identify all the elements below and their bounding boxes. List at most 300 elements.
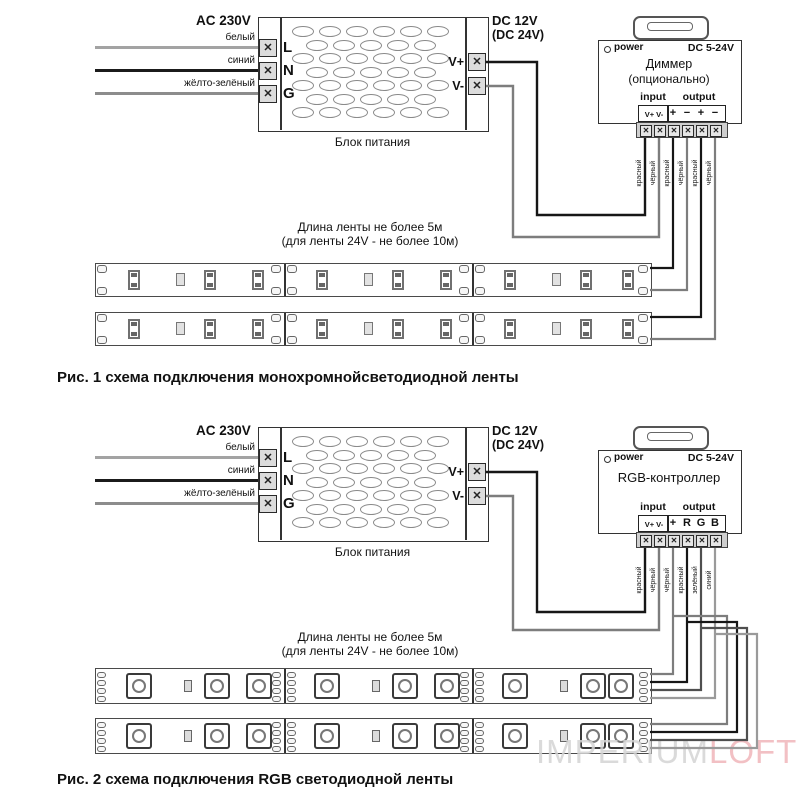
input-terminal-box [638, 105, 668, 122]
power-label: power [614, 42, 644, 53]
psu-left-column-line [280, 17, 282, 130]
wire-color-label: чёрный [650, 160, 657, 186]
cut-line [472, 669, 474, 703]
solder-pad [639, 672, 648, 678]
ac-wire-label-yellow-green: жёлто-зелёный [184, 488, 255, 499]
vent-hole [319, 53, 341, 64]
resistor [176, 273, 185, 286]
psu-left-column-line [280, 427, 282, 540]
strip-note-line1: Длина ленты не более 5м [297, 630, 443, 644]
rgb-led-chip [608, 673, 634, 699]
terminal-label-G: G [283, 85, 295, 102]
vent-hole [346, 517, 368, 528]
input-label: input [640, 91, 666, 103]
vent-hole [414, 40, 436, 51]
solder-pad [475, 730, 484, 736]
rgb-led-chip [126, 673, 152, 699]
dc-voltage-label: DC 12V [492, 423, 538, 438]
solder-pad [272, 746, 281, 752]
vent-hole [373, 436, 395, 447]
watermark-red: LOFT [709, 733, 798, 770]
watermark [536, 733, 797, 771]
solder-pad [287, 696, 296, 702]
controller-voltage-label: DC 5-24V [687, 452, 734, 464]
rgb-led-chip [204, 723, 230, 749]
cut-line [284, 719, 286, 753]
input-label: input [640, 501, 666, 513]
psu-right-column-line [465, 427, 467, 540]
solder-pad [460, 722, 469, 728]
screw-terminal [654, 535, 666, 547]
solder-pad [287, 265, 297, 273]
solder-pad [460, 672, 469, 678]
dimmer-mounting-slot [647, 22, 693, 31]
vent-hole [400, 107, 422, 118]
solder-pad [475, 336, 485, 344]
solder-pad [475, 314, 485, 322]
vent-hole [400, 53, 422, 64]
solder-pad [287, 738, 296, 744]
solder-pad [97, 287, 107, 295]
dc-voltage-label-alt: (DC 24V) [492, 28, 545, 42]
vent-hole [333, 477, 355, 488]
solder-pad [639, 680, 648, 686]
vent-hole [360, 67, 382, 78]
vent-hole [292, 463, 314, 474]
output-term-G: G [696, 517, 706, 529]
screw-terminal [710, 535, 722, 547]
vent-hole [387, 450, 409, 461]
screw-terminal-L [259, 449, 277, 467]
vent-hole [306, 504, 328, 515]
vent-hole [333, 450, 355, 461]
controller-mounting-slot [647, 432, 693, 441]
vent-hole [346, 80, 368, 91]
led-chip [252, 270, 264, 290]
solder-pad [639, 688, 648, 694]
solder-pad [97, 688, 106, 694]
solder-pad [271, 336, 281, 344]
solder-pad [459, 314, 469, 322]
vent-hole [346, 490, 368, 501]
wire-color-label: чёрный [664, 567, 671, 593]
output-label: output [682, 91, 716, 103]
rgb-led-chip [392, 673, 418, 699]
wire-color-label: чёрный [706, 160, 713, 186]
output-term-plus: + [669, 517, 677, 529]
strip-length-note [250, 220, 490, 248]
output-term-4: − [711, 107, 719, 119]
solder-pad [287, 730, 296, 736]
led-chip [316, 270, 328, 290]
vent-hole [333, 504, 355, 515]
cut-line [472, 313, 474, 345]
screw-terminal-N [259, 62, 277, 80]
vent-hole [427, 107, 449, 118]
solder-pad [475, 738, 484, 744]
resistor [364, 273, 373, 286]
vent-hole [414, 504, 436, 515]
screw-terminal [640, 125, 652, 137]
vent-hole [373, 80, 395, 91]
screw-terminal [696, 125, 708, 137]
screw-terminal [682, 535, 694, 547]
vent-hole [292, 436, 314, 447]
vent-hole [292, 517, 314, 528]
dc-voltage-label: DC 12V [492, 13, 538, 28]
vent-hole [387, 94, 409, 105]
solder-pad [271, 265, 281, 273]
vent-hole [414, 67, 436, 78]
vent-hole [319, 26, 341, 37]
cut-line [284, 669, 286, 703]
solder-pad [475, 680, 484, 686]
ac-wire-white [95, 456, 261, 459]
ac-wire-white [95, 46, 261, 49]
solder-pad [272, 696, 281, 702]
solder-pad [475, 688, 484, 694]
vent-hole [373, 26, 395, 37]
vent-hole [400, 80, 422, 91]
solder-pad [638, 336, 648, 344]
resistor [364, 322, 373, 335]
vent-hole [346, 107, 368, 118]
watermark-gray: IMPERIUM [536, 733, 709, 770]
ac-wire-label-white: белый [225, 32, 255, 43]
resistor [184, 680, 192, 692]
vent-hole [360, 94, 382, 105]
solder-pad [97, 730, 106, 736]
screw-terminal [710, 125, 722, 137]
vent-hole [360, 504, 382, 515]
vent-hole [306, 477, 328, 488]
mono-led-strip-2 [95, 312, 652, 346]
solder-pad [460, 680, 469, 686]
screw-terminal [696, 535, 708, 547]
solder-pad [475, 696, 484, 702]
solder-pad [97, 722, 106, 728]
vent-hole [346, 463, 368, 474]
ac-wire-blue [95, 479, 261, 482]
solder-pad [460, 730, 469, 736]
screw-terminal-vminus [468, 487, 486, 505]
vent-hole [400, 26, 422, 37]
resistor [372, 680, 380, 692]
rgb-led-chip [314, 673, 340, 699]
led-chip [504, 270, 516, 290]
ac-wire-yellow-green [95, 92, 261, 95]
screw-terminal [654, 125, 666, 137]
input-terminals-label: V+ V- [644, 520, 664, 529]
vent-hole [360, 477, 382, 488]
vent-hole [373, 517, 395, 528]
solder-pad [97, 672, 106, 678]
ac-wire-label-blue: синий [227, 55, 255, 66]
led-chip [316, 319, 328, 339]
solder-pad [287, 672, 296, 678]
ac-voltage-label: AC 230V [196, 423, 251, 438]
screw-terminal-N [259, 472, 277, 490]
solder-pad [638, 287, 648, 295]
solder-pad [460, 696, 469, 702]
vent-hole [427, 26, 449, 37]
screw-terminal [640, 535, 652, 547]
rgb-led-chip [126, 723, 152, 749]
solder-pad [272, 722, 281, 728]
vent-hole [400, 436, 422, 447]
vent-hole [346, 436, 368, 447]
ac-wire-label-yellow-green: жёлто-зелёный [184, 78, 255, 89]
input-terminal-box [638, 515, 668, 532]
rgb-led-chip [392, 723, 418, 749]
screw-terminal-vplus [468, 463, 486, 481]
cut-line [284, 264, 286, 296]
dimmer-name: Диммер [645, 57, 693, 71]
vent-hole [306, 450, 328, 461]
solder-pad [639, 722, 648, 728]
strip-length-note [250, 630, 490, 658]
resistor [184, 730, 192, 742]
wire-color-label: красный [636, 566, 643, 594]
resistor [552, 273, 561, 286]
terminal-label-vplus: V+ [448, 465, 464, 479]
dimmer-name-note: (опционально) [628, 72, 710, 86]
output-term-2: − [683, 107, 691, 119]
wire-G-strip2 [650, 628, 747, 740]
vent-hole [400, 463, 422, 474]
vent-hole [333, 94, 355, 105]
terminal-label-G: G [283, 495, 295, 512]
mono-led-strip-1 [95, 263, 652, 297]
solder-pad [460, 738, 469, 744]
solder-pad [638, 314, 648, 322]
wire-R-strip2 [650, 622, 737, 732]
wire-color-label: синий [706, 570, 713, 590]
vent-hole [360, 40, 382, 51]
solder-pad [475, 672, 484, 678]
vent-hole [346, 53, 368, 64]
power-led-icon [604, 456, 611, 463]
solder-pad [287, 688, 296, 694]
led-chip [204, 270, 216, 290]
rgb-led-chip [502, 673, 528, 699]
resistor [372, 730, 380, 742]
solder-pad [97, 680, 106, 686]
vent-hole [400, 517, 422, 528]
led-chip [580, 319, 592, 339]
output-term-1: + [669, 107, 677, 119]
vent-hole [414, 477, 436, 488]
solder-pad [272, 738, 281, 744]
resistor [176, 322, 185, 335]
power-label: power [614, 452, 644, 463]
vent-hole [319, 107, 341, 118]
dimmer-screw-strip [636, 122, 728, 138]
vent-hole [306, 40, 328, 51]
solder-pad [287, 746, 296, 752]
ac-wire-blue [95, 69, 261, 72]
psu-vent-grille [292, 436, 460, 530]
led-chip [440, 319, 452, 339]
screw-terminal [668, 535, 680, 547]
led-chip [580, 270, 592, 290]
figure1-caption: Рис. 1 схема подключения монохромнойсветодиодной ленты [57, 369, 519, 386]
screw-terminal-G [259, 495, 277, 513]
output-term-3: + [697, 107, 705, 119]
dc-voltage-label-alt: (DC 24V) [492, 438, 545, 452]
solder-pad [475, 722, 484, 728]
resistor [552, 322, 561, 335]
output-term-R: R [683, 517, 691, 529]
solder-pad [97, 746, 106, 752]
rgb-led-chip [502, 723, 528, 749]
vent-hole [427, 436, 449, 447]
vent-hole [346, 26, 368, 37]
terminal-label-L: L [283, 449, 293, 466]
vent-hole [306, 67, 328, 78]
rgb-led-chip [204, 673, 230, 699]
cut-line [472, 264, 474, 296]
vent-hole [387, 477, 409, 488]
ac-wire-yellow-green [95, 502, 261, 505]
vent-hole [319, 517, 341, 528]
figure2-caption: Рис. 2 схема подключения RGB светодиодной ленты [57, 771, 454, 788]
wire-color-label: красный [692, 159, 699, 187]
solder-pad [475, 287, 485, 295]
solder-pad [638, 265, 648, 273]
screw-terminal [682, 125, 694, 137]
vent-hole [387, 504, 409, 515]
led-chip [622, 270, 634, 290]
solder-pad [460, 746, 469, 752]
wire-color-label: чёрный [650, 567, 657, 593]
vent-hole [292, 107, 314, 118]
vent-hole [373, 53, 395, 64]
vent-hole [414, 450, 436, 461]
rgb-led-chip [434, 723, 460, 749]
rgb-led-chip [434, 673, 460, 699]
led-chip [252, 319, 264, 339]
vent-hole [360, 450, 382, 461]
solder-pad [272, 672, 281, 678]
terminal-label-L: L [283, 39, 293, 56]
vent-hole [306, 94, 328, 105]
vent-hole [319, 463, 341, 474]
terminal-label-vminus: V- [452, 79, 464, 93]
rgb-led-chip [246, 723, 272, 749]
solder-pad [287, 287, 297, 295]
ac-voltage-label: AC 230V [196, 13, 251, 28]
terminal-label-N: N [283, 62, 294, 79]
cut-line [472, 719, 474, 753]
vent-hole [387, 67, 409, 78]
screw-terminal-vminus [468, 77, 486, 95]
controller-name: RGB-контроллер [617, 470, 721, 485]
dimmer-voltage-label: DC 5-24V [687, 42, 734, 54]
led-chip [128, 270, 140, 290]
solder-pad [475, 265, 485, 273]
solder-pad [97, 696, 106, 702]
ac-wire-label-blue: синий [227, 465, 255, 476]
solder-pad [271, 287, 281, 295]
wire-color-label: зелёный [692, 566, 699, 594]
input-terminals-label: V+ V- [644, 110, 664, 119]
solder-pad [272, 730, 281, 736]
psu-caption: Блок питания [334, 545, 411, 559]
vent-hole [400, 490, 422, 501]
strip-note-line2: (для ленты 24V - не более 10м) [281, 644, 459, 658]
psu-caption: Блок питания [334, 135, 411, 149]
vent-hole [373, 107, 395, 118]
vent-hole [373, 490, 395, 501]
rgb-led-strip-1 [95, 668, 652, 704]
solder-pad [272, 680, 281, 686]
solder-pad [271, 314, 281, 322]
wire-color-label: красный [678, 566, 685, 594]
output-label: output [682, 501, 716, 513]
psu-vent-grille [292, 26, 460, 120]
led-chip [392, 270, 404, 290]
terminal-label-vminus: V- [452, 489, 464, 503]
solder-pad [459, 265, 469, 273]
vent-hole [319, 80, 341, 91]
strip-note-line1: Длина ленты не более 5м [297, 220, 443, 234]
terminal-label-N: N [283, 472, 294, 489]
vent-hole [292, 26, 314, 37]
vent-hole [373, 463, 395, 474]
solder-pad [287, 680, 296, 686]
led-chip [128, 319, 140, 339]
wire-color-label: красный [636, 159, 643, 187]
solder-pad [287, 722, 296, 728]
rgb-led-chip [246, 673, 272, 699]
vent-hole [414, 94, 436, 105]
vent-hole [333, 67, 355, 78]
terminal-label-vplus: V+ [448, 55, 464, 69]
strip-note-line2: (для ленты 24V - не более 10м) [281, 234, 459, 248]
solder-pad [639, 696, 648, 702]
solder-pad [287, 336, 297, 344]
wire-plus-strip2 [650, 616, 727, 724]
wire-color-label: красный [664, 159, 671, 187]
vent-hole [292, 53, 314, 64]
psu-right-column-line [465, 17, 467, 130]
vent-hole [387, 40, 409, 51]
solder-pad [272, 688, 281, 694]
rgb-led-chip [580, 673, 606, 699]
led-chip [204, 319, 216, 339]
wire-color-label: чёрный [678, 160, 685, 186]
vent-hole [427, 517, 449, 528]
solder-pad [459, 336, 469, 344]
cut-line [284, 313, 286, 345]
screw-terminal [668, 125, 680, 137]
solder-pad [97, 265, 107, 273]
controller-screw-strip [636, 532, 728, 548]
solder-pad [97, 336, 107, 344]
screw-terminal-G [259, 85, 277, 103]
solder-pad [459, 287, 469, 295]
solder-pad [460, 688, 469, 694]
led-chip [622, 319, 634, 339]
power-led-icon [604, 46, 611, 53]
vent-hole [319, 490, 341, 501]
solder-pad [97, 314, 107, 322]
led-chip [392, 319, 404, 339]
vent-hole [292, 80, 314, 91]
led-chip [504, 319, 516, 339]
solder-pad [97, 738, 106, 744]
